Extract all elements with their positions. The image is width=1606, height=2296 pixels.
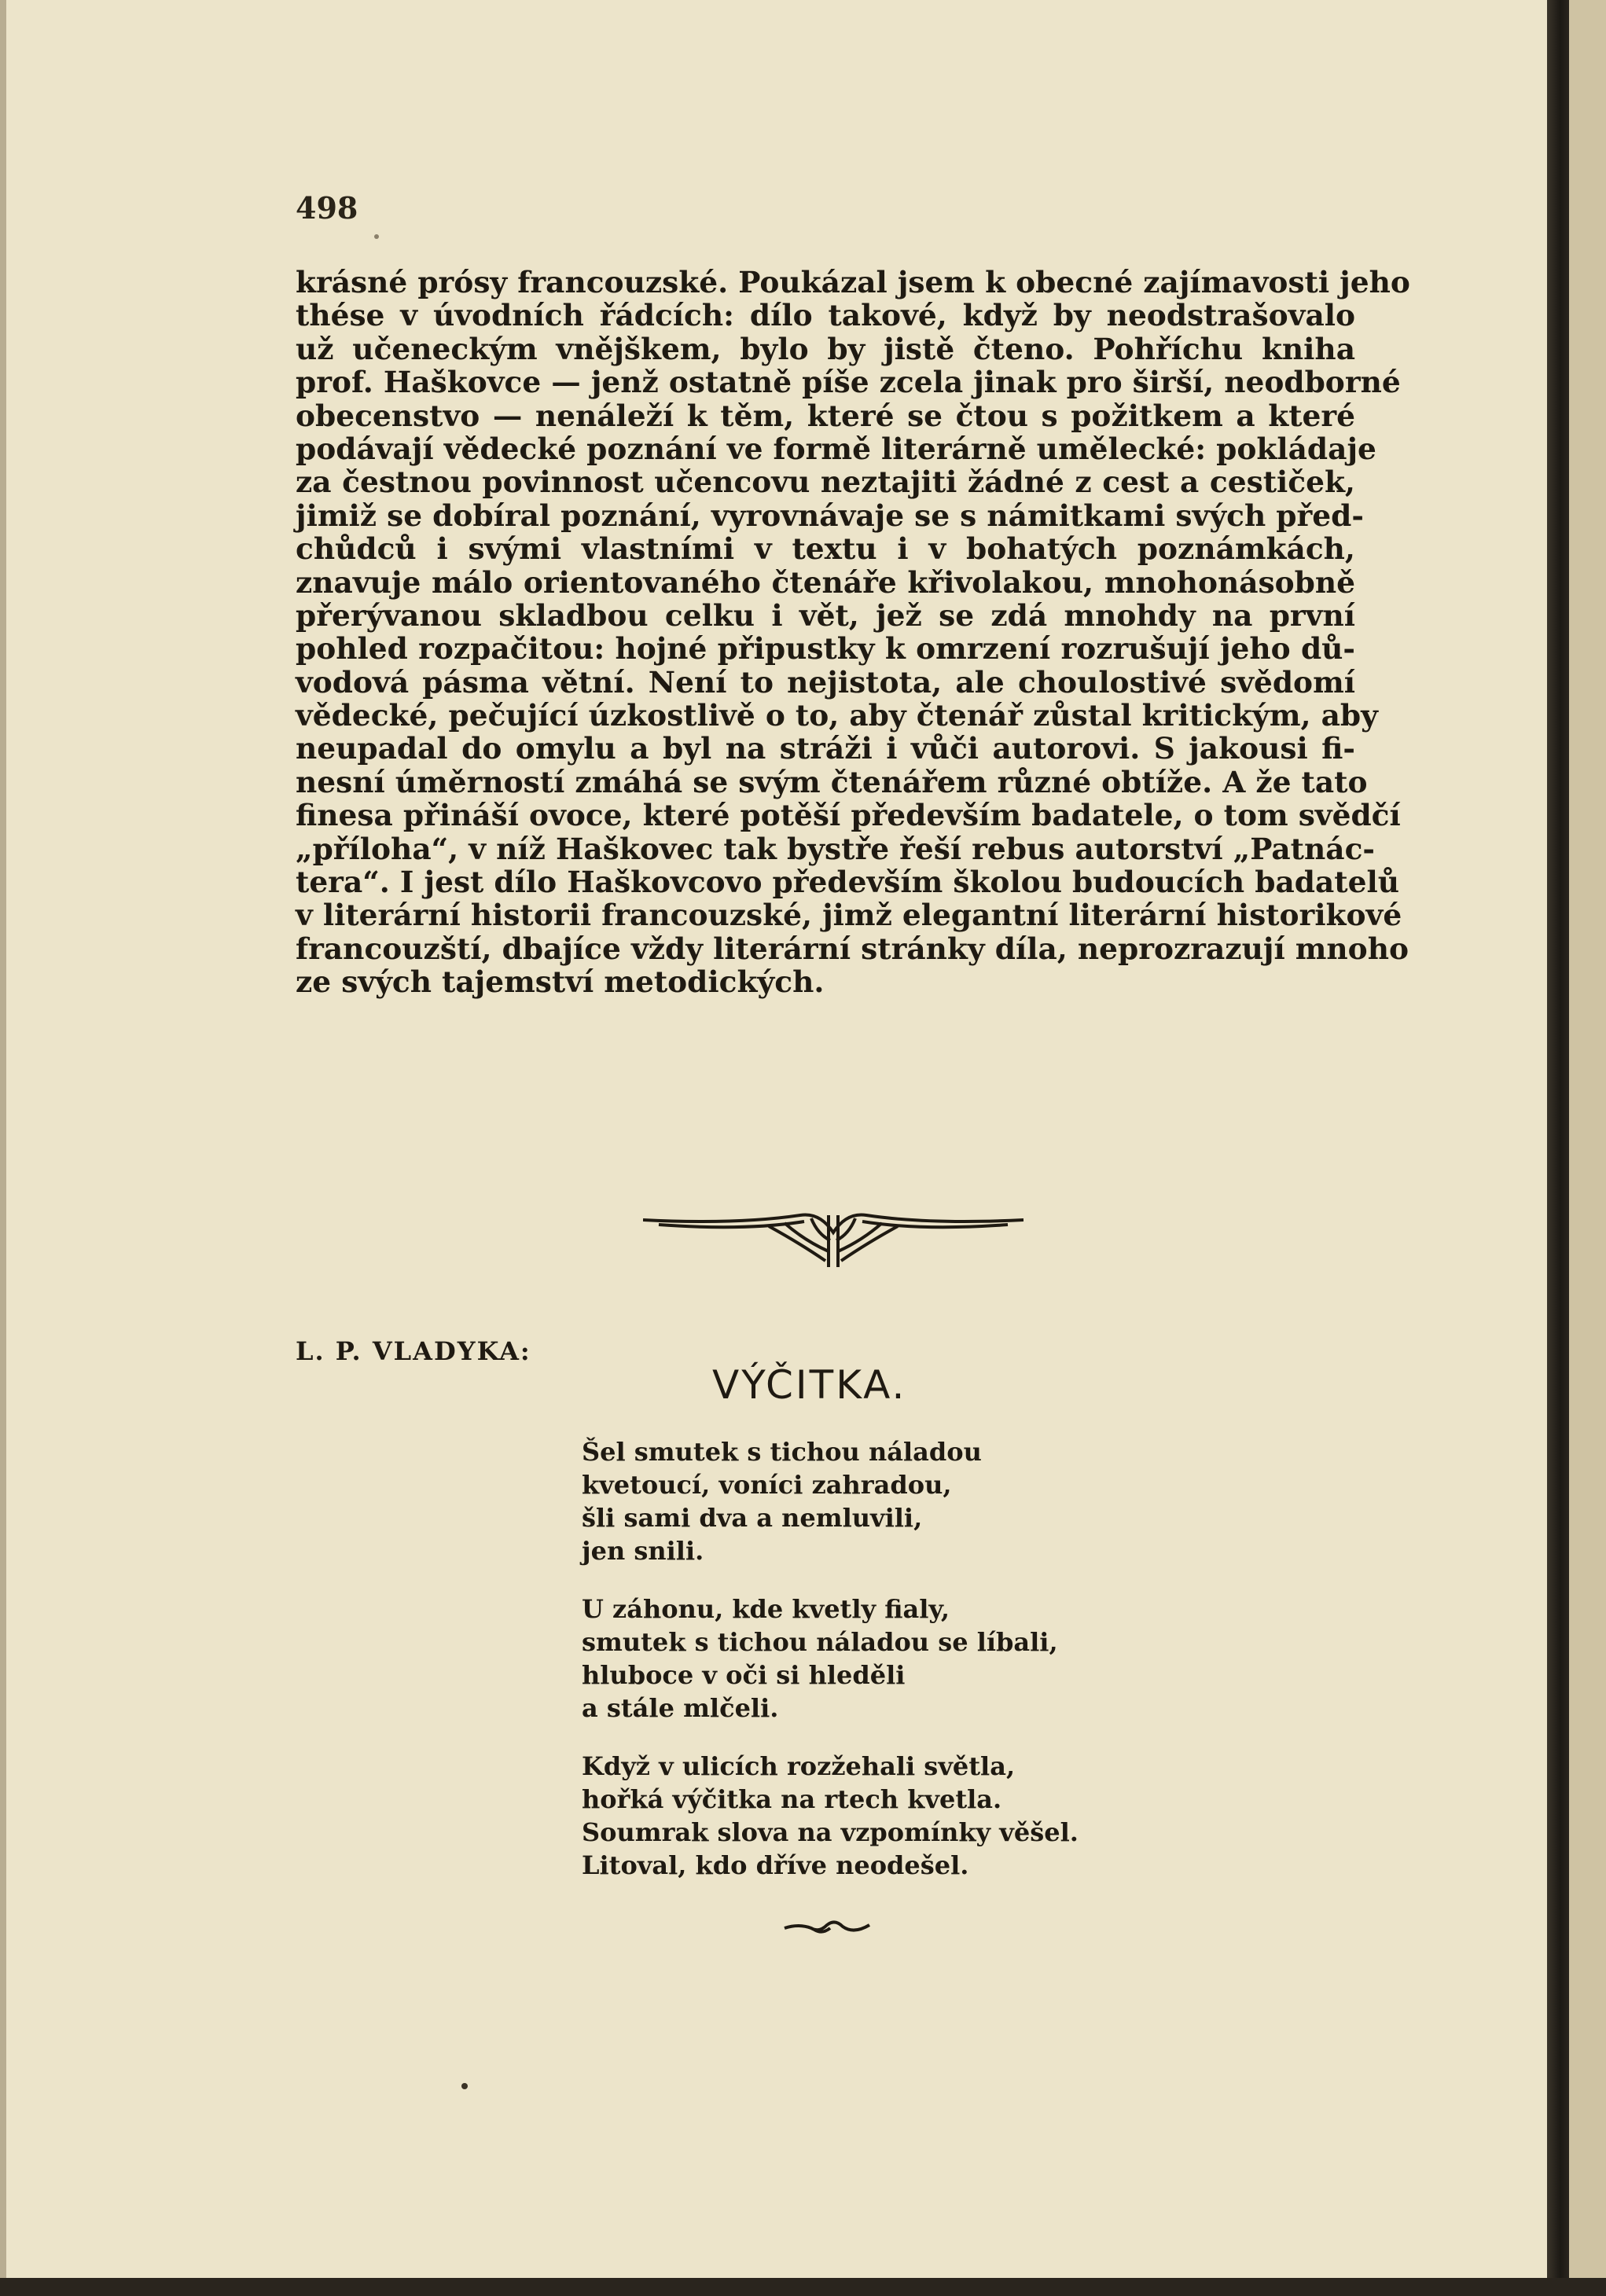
verse-line: Litoval, kdo dříve neodešel.	[582, 1850, 969, 1880]
speck	[374, 234, 379, 239]
prose-line: neupadal do omylu a byl na stráži i vůči autorovi. S jakousi fi-	[296, 731, 1355, 766]
verse-line: hluboce v oči si hleděli	[582, 1660, 906, 1690]
page-number: 498	[296, 190, 358, 226]
prose-line: ze svých tajemství metodických.	[296, 964, 825, 1000]
scan-edge-bottom	[0, 2278, 1606, 2296]
prose-line: thése v úvodních řádcích: dílo takové, když by neodstrašovalo	[296, 298, 1355, 333]
verse-line: kvetoucí, voníci zahradou,	[582, 1470, 952, 1500]
prose-line: znavuje málo orientovaného čtenáře křivolakou, mnohonásobně	[296, 564, 1355, 600]
poem-title: VÝČITKA.	[712, 1362, 907, 1408]
stanza	[582, 1435, 1195, 1567]
scan-edge-left	[0, 0, 6, 2296]
prose-line: vědecké, pečující úzkostlivě o to, aby čtenář zůstal kritickým, aby	[296, 698, 1378, 733]
prose-line: vodová pásma větní. Není to nejistota, ale choulostivé svědomí	[296, 664, 1355, 700]
prose-paragraph	[296, 265, 1410, 1000]
prose-line: jimiž se dobíral poznání, vyrovnávaje se s námitkami svých před-	[296, 498, 1364, 533]
prose-line: tera“. I jest dílo Haškovcovo především školou budoucích badatelů	[296, 865, 1399, 900]
prose-line: francouzští, dbajíce vždy literární stránky díla, neprozrazují mnoho	[296, 931, 1409, 966]
prose-line: obecenstvo — nenáleží k těm, které se čtou s požitkem a které	[296, 398, 1355, 433]
prose-line: finesa přináší ovoce, které potěší především badatele, o tom svědčí	[296, 798, 1401, 833]
speck	[461, 2083, 468, 2089]
prose-line: chůdců i svými vlastními v textu i v bohatých poznámkách,	[296, 531, 1355, 567]
stanza	[582, 1593, 1195, 1725]
verse-line: Soumrak slova na vzpomínky věšel.	[582, 1817, 1079, 1847]
prose-line: už učeneckým vnějškem, bylo by jistě čteno. Pohříchu kniha	[296, 331, 1355, 366]
verse-line: Šel smutek s tichou náladou	[582, 1437, 982, 1467]
book-spine-edge	[1547, 0, 1569, 2296]
verse-line: smutek s tichou náladou se líbali,	[582, 1627, 1058, 1657]
author-name: L. P. VLADYKA:	[296, 1336, 531, 1366]
verse-line: a stále mlčeli.	[582, 1693, 779, 1723]
facing-page-strip	[1569, 0, 1606, 2296]
prose-line: krásné prósy francouzské. Poukázal jsem k obecné zajímavosti jeho	[296, 265, 1410, 299]
prose-line: za čestnou povinnost učencovu neztajiti žádné z cest a cestiček,	[296, 465, 1355, 500]
prose-line: prof. Haškovce — jenž ostatně píše zcela jinak pro širší, neodborné	[296, 365, 1401, 400]
small-flourish-icon	[783, 1916, 871, 1938]
verse-line: U záhonu, kde kvetly fialy,	[582, 1594, 950, 1624]
verse-line: jen snili.	[582, 1536, 704, 1566]
art-nouveau-ornament-icon	[643, 1196, 1024, 1269]
verse-line: hořká výčitka na rtech kvetla.	[582, 1784, 1002, 1814]
prose-line: podávají vědecké poznání ve formě literárně umělecké: pokládaje	[296, 431, 1376, 466]
stanza	[582, 1750, 1195, 1882]
prose-line: nesní úměrností zmáhá se svým čtenářem různé obtíže. A že tato	[296, 764, 1368, 799]
verse-line: šli sami dva a nemluvili,	[582, 1503, 923, 1533]
prose-line: „příloha“, v níž Haškovec tak bystře řeší rebus autorství „Patnác-	[296, 831, 1375, 866]
verse-line: Když v ulicích rozžehali světla,	[582, 1751, 1016, 1781]
prose-line: přerývanou skladbou celku i vět, jež se zdá mnohdy na první	[296, 597, 1355, 633]
prose-line: pohled rozpačitou: hojné připustky k omrzení rozrušují jeho dů-	[296, 631, 1355, 667]
prose-line: v literární historii francouzské, jimž elegantní literární historikové	[296, 898, 1402, 933]
poem	[582, 1435, 1195, 1907]
